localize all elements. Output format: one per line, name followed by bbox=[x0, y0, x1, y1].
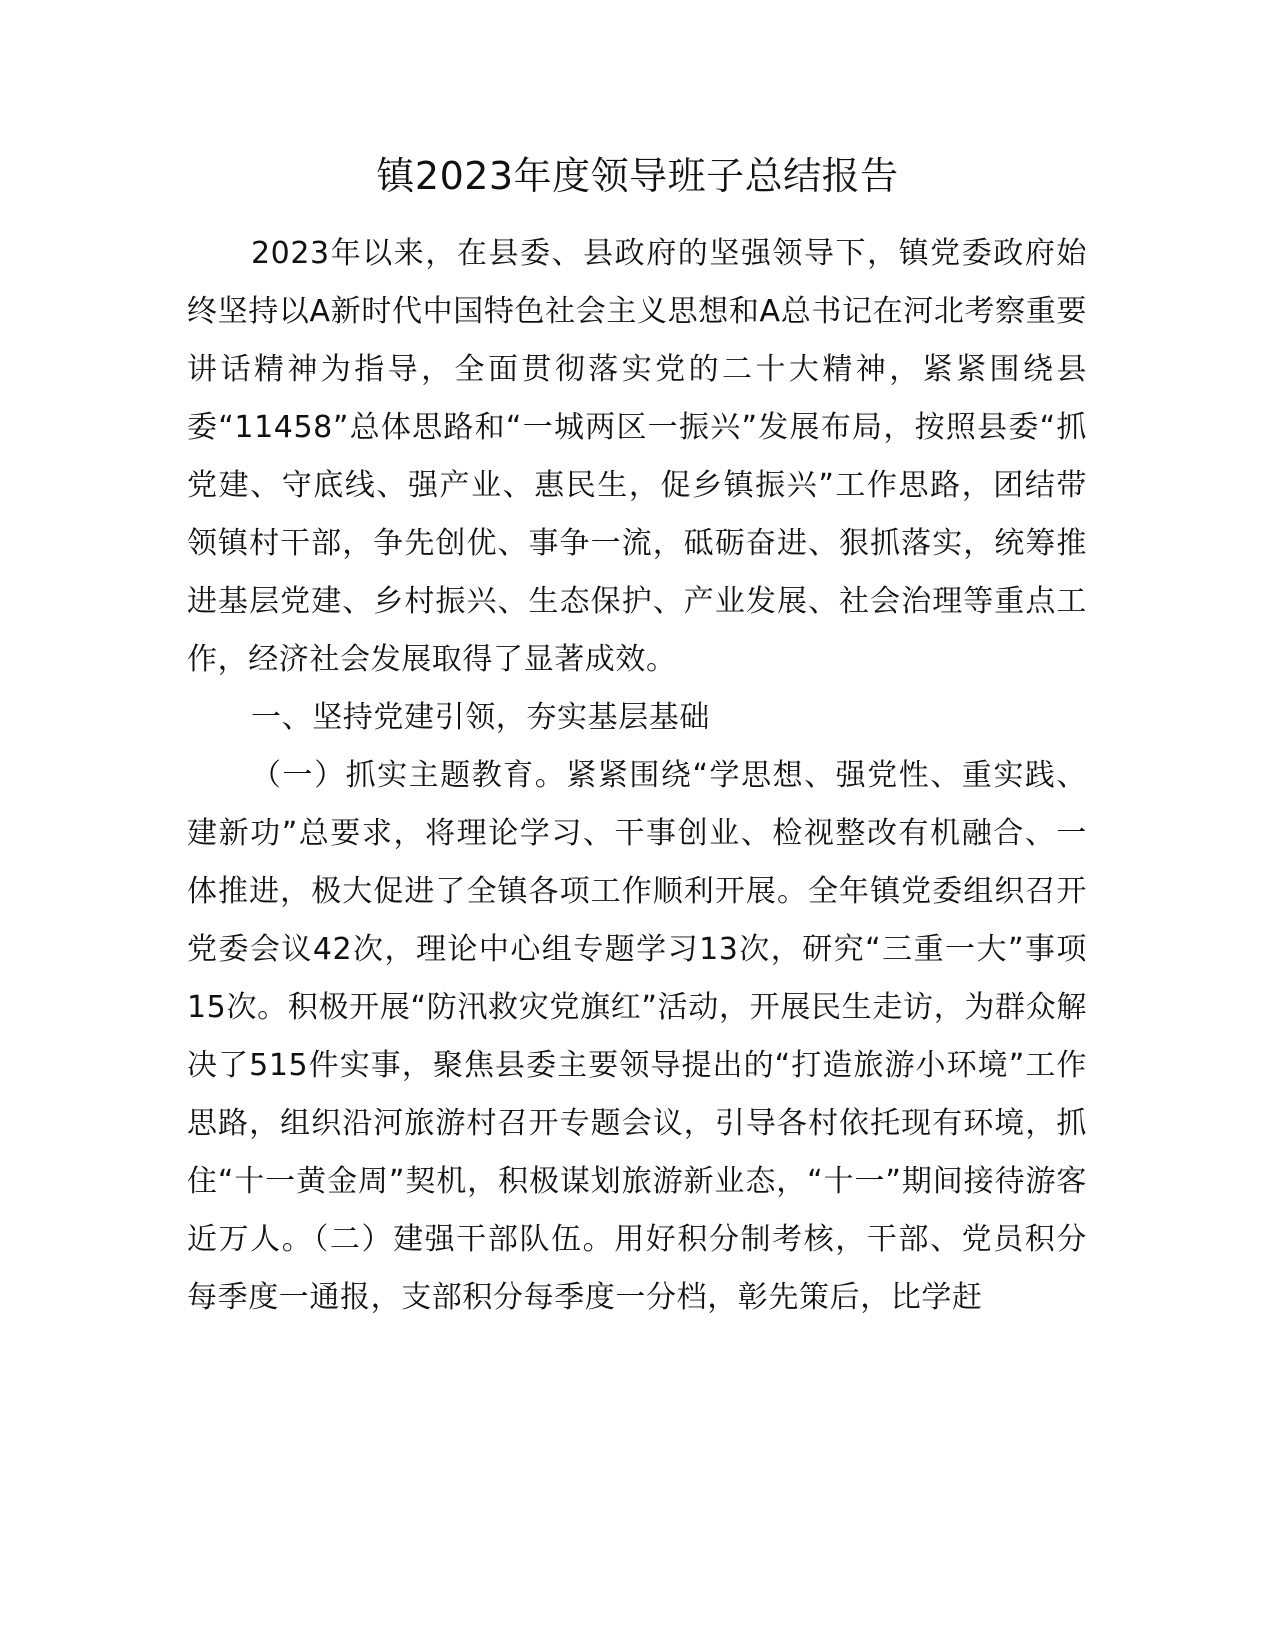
document-body bbox=[187, 225, 1087, 1327]
section-heading-1: 一、坚持党建引领，夯实基层基础 bbox=[251, 700, 710, 735]
document-title: 镇2023年度领导班子总结报告 bbox=[376, 154, 899, 198]
section-paragraph-1: （一）抓实主题教育。紧紧围绕“学思想、强党性、重实践、建新功”总要求，将理论学习、干事创业、检视整改有机融合、一体推进，极大促进了全镇各项工作顺利开展。全年镇党委组织召开党委会议42次，理论中心组专题学习13次，研究“三重一大”事项15次。积极开展“防汛救灾党旗红”活动，开展民生走访，为群众解决了515件实事，聚焦县委主要领导提出的“打造旅游小环境”工作思路，组织沿河旅游村召开专题会议，引导各村依托现有环境，抓住“十一黄金周”契机，积极谋划旅游新业态，“十一”期间接待游客近万人。（二）建强干部队伍。用好积分制考核，干部、党员积分每季度一通报，支部积分每季度一分档，彰先策后，比学赶 bbox=[187, 758, 1087, 1315]
intro-paragraph: 2023年以来，在县委、县政府的坚强领导下，镇党委政府始终坚持以A新时代中国特色社会主义思想和A总书记在河北考察重要讲话精神为指导，全面贯彻落实党的二十大精神，紧紧围绕县委“11458”总体思路和“一城两区一振兴”发展布局，按照县委“抓党建、守底线、强产业、惠民生，促乡镇振兴”工作思路，团结带领镇村干部，争先创优、事争一流，砥砺奋进、狠抓落实，统筹推进基层党建、乡村振兴、生态保护、产业发展、社会治理等重点工作，经济社会发展取得了显著成效。 bbox=[187, 236, 1087, 677]
